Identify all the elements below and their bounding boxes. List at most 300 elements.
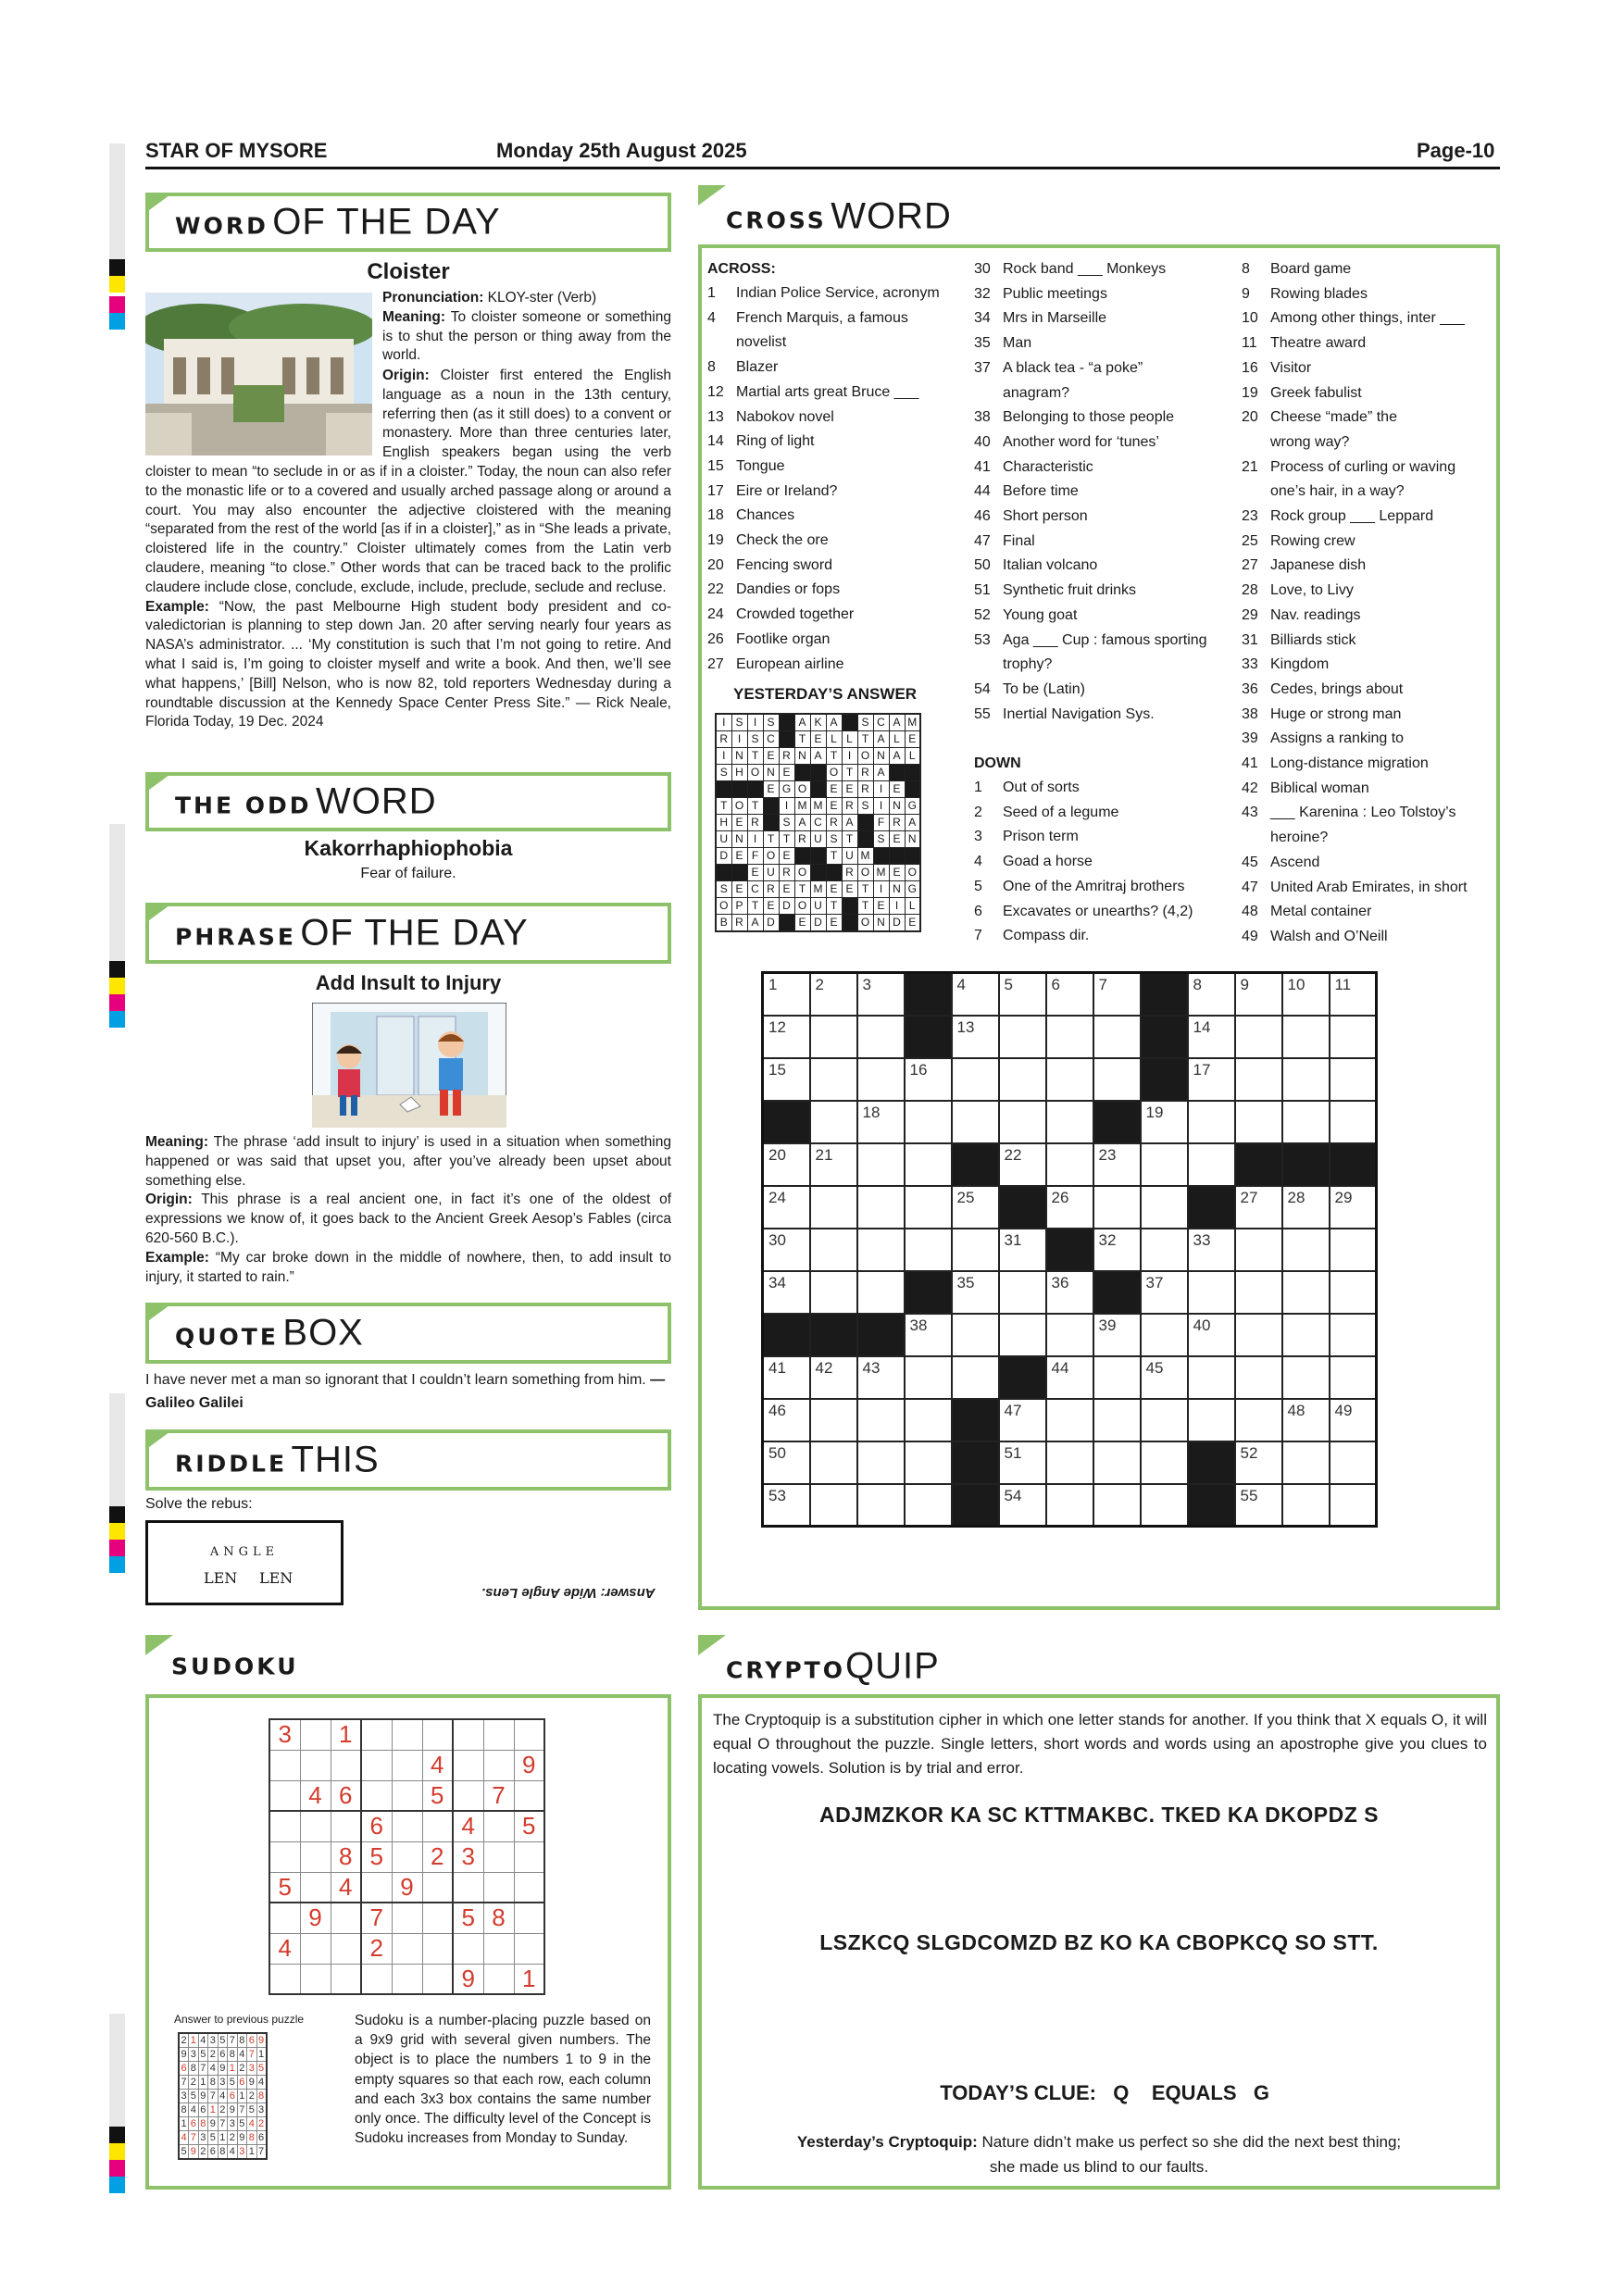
- crossword-cell[interactable]: [952, 1271, 999, 1314]
- sudoku-cell[interactable]: [483, 1872, 514, 1903]
- crossword-cell[interactable]: [857, 1484, 905, 1527]
- sudoku-cell[interactable]: [483, 1964, 514, 1994]
- crossword-cell[interactable]: [905, 1356, 952, 1399]
- clue-text: Tongue: [736, 457, 785, 474]
- crossword-cell[interactable]: [905, 1441, 952, 1484]
- crossword-cell[interactable]: [952, 1356, 999, 1399]
- sudoku-cell[interactable]: [483, 1811, 514, 1841]
- answer-cell: E: [889, 781, 905, 798]
- header-paper-name: STAR OF MYSORE: [145, 139, 328, 162]
- sudoku-answer-cell: 6: [237, 2076, 247, 2090]
- crossword-cell[interactable]: [857, 1271, 905, 1314]
- sudoku-cell[interactable]: [361, 1872, 392, 1903]
- answer-cell: N: [889, 881, 905, 898]
- black-square: [810, 1314, 857, 1356]
- clue-number: 19: [1242, 384, 1258, 401]
- crossword-cell[interactable]: [857, 1186, 905, 1229]
- crossword-cell[interactable]: [857, 1441, 905, 1484]
- crossword-cell[interactable]: [857, 1229, 905, 1271]
- answer-cell: E: [731, 848, 747, 865]
- sudoku-cell[interactable]: [300, 1964, 331, 1994]
- crossword-cell[interactable]: [1093, 1186, 1141, 1229]
- crossword-cell[interactable]: [1330, 973, 1377, 1016]
- black-square: [952, 1143, 999, 1186]
- clue-number: 14: [707, 433, 724, 450]
- crossword-cell[interactable]: [1141, 1186, 1188, 1229]
- crossword-cell[interactable]: [1093, 1229, 1141, 1271]
- sudoku-cell[interactable]: [483, 1750, 514, 1780]
- clue-text: Japanese dish: [1270, 557, 1367, 574]
- crossword-cell[interactable]: [1046, 1143, 1093, 1186]
- crossword-cell[interactable]: [810, 1229, 857, 1271]
- crossword-cell[interactable]: [1188, 1143, 1235, 1186]
- crossword-cell[interactable]: [1093, 1016, 1141, 1058]
- answer-cell: T: [857, 881, 873, 898]
- crossword-cell[interactable]: [1141, 1356, 1188, 1399]
- crossword-cell[interactable]: [810, 1058, 857, 1101]
- crossword-cell[interactable]: [905, 1143, 952, 1186]
- answer-cell: C: [747, 881, 763, 898]
- crossword-cell[interactable]: [952, 1229, 999, 1271]
- sudoku-cell[interactable]: [300, 1719, 331, 1750]
- answer-cell: E: [763, 748, 779, 765]
- crossword-cell[interactable]: [1141, 1484, 1188, 1527]
- clue-text: Prison term: [1003, 829, 1079, 845]
- clue-row: [1242, 282, 1496, 307]
- sudoku-cell: 6: [361, 1811, 392, 1841]
- answer-cell: A: [810, 748, 826, 765]
- sudoku-cell[interactable]: [331, 1750, 361, 1780]
- sudoku-cell[interactable]: [392, 1811, 422, 1841]
- crossword-cell[interactable]: [999, 1101, 1046, 1143]
- crossword-cell[interactable]: [1141, 1143, 1188, 1186]
- sudoku-answer-cell: 9: [237, 2131, 247, 2145]
- sudoku-cell[interactable]: [300, 1750, 331, 1780]
- crossword-cell[interactable]: [1330, 1058, 1377, 1101]
- crossword-cell[interactable]: [763, 973, 810, 1016]
- clue-row: [974, 900, 1229, 925]
- clue-row: [707, 653, 967, 678]
- crossword-cell[interactable]: [1235, 973, 1282, 1016]
- sudoku-cell[interactable]: [514, 1719, 544, 1750]
- crossword-cell[interactable]: [857, 1101, 905, 1143]
- clue-row: [1242, 925, 1496, 950]
- crossword-cell[interactable]: [1235, 1016, 1282, 1058]
- crossword-cell[interactable]: [1282, 1058, 1330, 1101]
- crossword-cell[interactable]: [999, 1484, 1046, 1527]
- cell-number: 31: [1004, 1230, 1022, 1249]
- crossword-cell[interactable]: [905, 1399, 952, 1441]
- sudoku-cell[interactable]: [453, 1872, 483, 1903]
- clue-text: Blazer: [736, 359, 779, 376]
- sudoku-answer-cell: 9: [256, 2033, 267, 2048]
- crossword-cell[interactable]: [1093, 1143, 1141, 1186]
- sudoku-answer-cell: 4: [179, 2131, 189, 2145]
- crossword-cell[interactable]: [999, 1314, 1046, 1356]
- crossword-cell[interactable]: [763, 1143, 810, 1186]
- sudoku-cell[interactable]: [269, 1964, 300, 1994]
- crossword-cell[interactable]: [1235, 1314, 1282, 1356]
- crossword-cell[interactable]: [810, 973, 857, 1016]
- crossword-cell[interactable]: [905, 1101, 952, 1143]
- answer-cell: N: [873, 748, 889, 765]
- clue-text: United Arab Emirates, in short: [1270, 879, 1468, 895]
- crossword-cell[interactable]: [810, 1441, 857, 1484]
- crossword-cell[interactable]: [857, 1058, 905, 1101]
- sudoku-cell[interactable]: [392, 1780, 422, 1811]
- header-page-number: Page-10: [1417, 139, 1495, 162]
- crossword-cell[interactable]: [1330, 1016, 1377, 1058]
- sudoku-cell[interactable]: [331, 1964, 361, 1994]
- clue-text: trophy?: [1003, 656, 1053, 673]
- clue-number: 3: [974, 829, 982, 845]
- crossword-cell[interactable]: [1235, 1441, 1282, 1484]
- answer-black-square: [716, 781, 731, 798]
- crossword-cell[interactable]: [1235, 1229, 1282, 1271]
- sudoku-cell[interactable]: [331, 1933, 361, 1964]
- sudoku-cell[interactable]: [483, 1719, 514, 1750]
- answer-cell: E: [731, 815, 747, 831]
- crossword-cell[interactable]: [905, 1058, 952, 1101]
- answer-cell: R: [747, 815, 763, 831]
- riddle-prompt: Solve the rebus:: [145, 1496, 253, 1512]
- sudoku-cell[interactable]: [422, 1811, 453, 1841]
- clue-number: 28: [1242, 582, 1258, 599]
- crossword-cell[interactable]: [857, 1016, 905, 1058]
- answer-cell: M: [810, 881, 826, 898]
- sudoku-cell[interactable]: [269, 1780, 300, 1811]
- sudoku-cell[interactable]: [300, 1841, 331, 1872]
- crossword-cell[interactable]: [952, 1058, 999, 1101]
- answer-cell: U: [810, 831, 826, 848]
- sudoku-cell: 5: [361, 1841, 392, 1872]
- sudoku-answer-cell: 7: [179, 2076, 189, 2090]
- cryptoquip-clue: [698, 2057, 1500, 2105]
- crossword-cell[interactable]: [1282, 1186, 1330, 1229]
- crossword-cell[interactable]: [1330, 1399, 1377, 1441]
- answer-cell: O: [794, 898, 810, 915]
- clue-number: 2: [974, 804, 982, 820]
- cell-number: 26: [1051, 1188, 1069, 1206]
- crossword-cell[interactable]: [763, 1484, 810, 1527]
- quote-title-bar: [145, 1303, 671, 1364]
- crossword-cell[interactable]: [1188, 1399, 1235, 1441]
- crossword-cell[interactable]: [999, 1441, 1046, 1484]
- answer-cell: C: [810, 815, 826, 831]
- crossword-cell[interactable]: [1188, 1101, 1235, 1143]
- crossword-cell[interactable]: [1282, 1356, 1330, 1399]
- crossword-cell[interactable]: [1093, 1356, 1141, 1399]
- clue-text: Fencing sword: [736, 556, 833, 573]
- crossword-cell[interactable]: [1282, 1101, 1330, 1143]
- sudoku-cell: 2: [422, 1841, 453, 1872]
- crossword-cell[interactable]: [1282, 1441, 1330, 1484]
- title-corner-triangle: [145, 1429, 173, 1450]
- crossword-cell[interactable]: [763, 1229, 810, 1271]
- sudoku-cell[interactable]: [392, 1750, 422, 1780]
- crossword-cell[interactable]: [999, 973, 1046, 1016]
- crossword-cell[interactable]: [1235, 1399, 1282, 1441]
- crossword-cell[interactable]: [1141, 1101, 1188, 1143]
- crossword-cell[interactable]: [1282, 973, 1330, 1016]
- crossword-cell[interactable]: [1235, 1058, 1282, 1101]
- crossword-cell[interactable]: [952, 1016, 999, 1058]
- crossword-cell[interactable]: [999, 1271, 1046, 1314]
- crossword-cell[interactable]: [1141, 1271, 1188, 1314]
- sudoku-cell[interactable]: [392, 1933, 422, 1964]
- sudoku-cell[interactable]: [422, 1933, 453, 1964]
- sudoku-cell[interactable]: [392, 1719, 422, 1750]
- crossword-cell[interactable]: [763, 1186, 810, 1229]
- crossword-cell[interactable]: [1330, 1101, 1377, 1143]
- sudoku-answer-cell: 6: [208, 2145, 219, 2160]
- crossword-cell[interactable]: [810, 1271, 857, 1314]
- crossword-cell[interactable]: [1141, 1314, 1188, 1356]
- cell-number: 45: [1145, 1358, 1164, 1377]
- crossword-cell[interactable]: [1282, 1314, 1330, 1356]
- crossword-cell[interactable]: [1235, 1101, 1282, 1143]
- crossword-cell[interactable]: [1046, 1186, 1093, 1229]
- crossword-cell[interactable]: [905, 1484, 952, 1527]
- clue-row: [707, 554, 967, 579]
- clue-number: 44: [974, 483, 991, 500]
- crossword-cell[interactable]: [952, 1314, 999, 1356]
- crossword-cell[interactable]: [810, 1356, 857, 1399]
- sudoku-cell[interactable]: [361, 1964, 392, 1994]
- crossword-cell[interactable]: [1046, 1399, 1093, 1441]
- clue-number: 49: [1242, 928, 1258, 944]
- cell-number: 51: [1004, 1443, 1022, 1462]
- sudoku-answer-cell: 6: [256, 2131, 267, 2145]
- crossword-cell[interactable]: [810, 1484, 857, 1527]
- crossword-cell[interactable]: [1282, 1484, 1330, 1527]
- crossword-cell[interactable]: [999, 1229, 1046, 1271]
- sudoku-answer-cell: 4: [237, 2048, 247, 2062]
- crossword-cell[interactable]: [1188, 1356, 1235, 1399]
- answer-cell: S: [747, 731, 763, 748]
- sudoku-cell[interactable]: [422, 1964, 453, 1994]
- crossword-cell[interactable]: [1330, 1186, 1377, 1229]
- crossword-cell[interactable]: [1188, 1271, 1235, 1314]
- crossword-cell[interactable]: [763, 1399, 810, 1441]
- crossword-cell[interactable]: [999, 1143, 1046, 1186]
- clue-number: 12: [707, 383, 724, 400]
- crossword-cell[interactable]: [1141, 1441, 1188, 1484]
- crossword-cell[interactable]: [1235, 1356, 1282, 1399]
- sudoku-cell[interactable]: [331, 1811, 361, 1841]
- sudoku-cell: 4: [269, 1933, 300, 1964]
- crossword-cell[interactable]: [1093, 1058, 1141, 1101]
- sudoku-cell[interactable]: [453, 1780, 483, 1811]
- crossword-cell[interactable]: [857, 1399, 905, 1441]
- sudoku-cell[interactable]: [514, 1933, 544, 1964]
- crossword-cell[interactable]: [810, 1016, 857, 1058]
- sudoku-grid[interactable]: [269, 1718, 545, 1995]
- crossword-cell[interactable]: [1093, 1441, 1141, 1484]
- sudoku-answer-cell: 3: [198, 2131, 208, 2145]
- sudoku-cell[interactable]: [514, 1872, 544, 1903]
- crossword-cell[interactable]: [1188, 1314, 1235, 1356]
- crossword-cell[interactable]: [1188, 973, 1235, 1016]
- answer-cell: E: [826, 781, 842, 798]
- sudoku-cell[interactable]: [483, 1933, 514, 1964]
- crossword-cell[interactable]: [763, 1058, 810, 1101]
- sudoku-cell[interactable]: [300, 1811, 331, 1841]
- crossword-cell[interactable]: [905, 1186, 952, 1229]
- sudoku-cell[interactable]: [392, 1841, 422, 1872]
- sudoku-cell[interactable]: [453, 1933, 483, 1964]
- sudoku-cell[interactable]: [300, 1933, 331, 1964]
- answer-black-square: [873, 848, 889, 865]
- sudoku-cell[interactable]: [300, 1872, 331, 1903]
- crossword-cell[interactable]: [1330, 1229, 1377, 1271]
- crossword-cell[interactable]: [1046, 1356, 1093, 1399]
- crossword-cell[interactable]: [857, 1143, 905, 1186]
- crossword-cell[interactable]: [1235, 1484, 1282, 1527]
- crossword-cell[interactable]: [1141, 1229, 1188, 1271]
- sudoku-cell[interactable]: [361, 1750, 392, 1780]
- clue-row: [974, 381, 1229, 406]
- cell-number: 24: [768, 1188, 786, 1206]
- clue-number: 10: [1242, 310, 1258, 327]
- sudoku-cell[interactable]: [361, 1780, 392, 1811]
- clue-number: 45: [1242, 854, 1258, 870]
- crossword-cell[interactable]: [810, 1186, 857, 1229]
- sudoku-cell[interactable]: [483, 1841, 514, 1872]
- clue-number: 43: [1242, 805, 1258, 821]
- crossword-cell[interactable]: [905, 1314, 952, 1356]
- crossword-cell[interactable]: [952, 973, 999, 1016]
- crossword-cell[interactable]: [1330, 1441, 1377, 1484]
- sudoku-cell[interactable]: [453, 1750, 483, 1780]
- sudoku-cell[interactable]: [361, 1719, 392, 1750]
- sudoku-cell[interactable]: [514, 1841, 544, 1872]
- crossword-grid[interactable]: [761, 971, 1378, 1528]
- answer-cell: T: [826, 848, 842, 865]
- crossword-cell[interactable]: [857, 973, 905, 1016]
- crossword-cell[interactable]: [857, 1356, 905, 1399]
- sudoku-cell[interactable]: [514, 1903, 544, 1933]
- sudoku-answer-cell: 5: [247, 2103, 257, 2117]
- clue-row: [707, 430, 967, 455]
- answer-cell: S: [716, 881, 731, 898]
- crossword-cell[interactable]: [1330, 1271, 1377, 1314]
- crossword-cell[interactable]: [952, 1186, 999, 1229]
- crossword-cell[interactable]: [1093, 1399, 1141, 1441]
- crossword-cell[interactable]: [1046, 1058, 1093, 1101]
- sudoku-cell[interactable]: [269, 1841, 300, 1872]
- answer-cell: T: [826, 748, 842, 765]
- sudoku-cell: 1: [514, 1964, 544, 1994]
- cell-number: 28: [1287, 1188, 1305, 1206]
- answer-cell: U: [810, 898, 826, 915]
- sudoku-cell[interactable]: [422, 1719, 453, 1750]
- crossword-cell[interactable]: [1188, 1016, 1235, 1058]
- riddle-title: RIDDLE THIS: [175, 1439, 380, 1480]
- sudoku-cell[interactable]: [514, 1780, 544, 1811]
- crossword-cell[interactable]: [1188, 1058, 1235, 1101]
- crossword-cell[interactable]: [1046, 1441, 1093, 1484]
- crossword-cell[interactable]: [999, 1058, 1046, 1101]
- crossword-cell[interactable]: [1282, 1399, 1330, 1441]
- clue-number: 26: [707, 630, 724, 647]
- sudoku-answer-cell: 9: [218, 2062, 228, 2076]
- answer-cell: D: [810, 915, 826, 932]
- sudoku-cell[interactable]: [269, 1811, 300, 1841]
- clue-text: Process of curling or waving: [1270, 458, 1456, 475]
- crossword-cell[interactable]: [1093, 1484, 1141, 1527]
- cell-number: 17: [1193, 1060, 1211, 1079]
- crossword-cell[interactable]: [1330, 1356, 1377, 1399]
- crossword-cell[interactable]: [1235, 1271, 1282, 1314]
- quote-author: —Galileo Galilei: [145, 1372, 666, 1411]
- crossword-cell[interactable]: [1093, 973, 1141, 1016]
- crossword-cell[interactable]: [999, 1399, 1046, 1441]
- crossword-cell[interactable]: [1282, 1271, 1330, 1314]
- crossword-cell[interactable]: [1141, 1399, 1188, 1441]
- crossword-cell[interactable]: [1046, 1484, 1093, 1527]
- crossword-cell[interactable]: [1046, 1314, 1093, 1356]
- sudoku-cell[interactable]: [422, 1872, 453, 1903]
- clue-text: Seed of a legume: [1003, 804, 1119, 820]
- sudoku-cell[interactable]: [453, 1719, 483, 1750]
- crossword-cell[interactable]: [1046, 1016, 1093, 1058]
- sudoku-answer-cell: 3: [256, 2103, 267, 2117]
- clue-text: A black tea - “a poke”: [1003, 359, 1143, 376]
- crossword-cell[interactable]: [1188, 1229, 1235, 1271]
- clue-row: [1242, 653, 1496, 678]
- crossword-cell[interactable]: [1046, 973, 1093, 1016]
- clue-text: ___ Karenina : Leo Tolstoy’s: [1270, 805, 1456, 821]
- answer-cell: L: [889, 731, 905, 748]
- crossword-cell[interactable]: [810, 1399, 857, 1441]
- crossword-cell[interactable]: [1282, 1016, 1330, 1058]
- crossword-cell[interactable]: [810, 1143, 857, 1186]
- sudoku-cell[interactable]: [422, 1903, 453, 1933]
- crossword-cell[interactable]: [763, 1271, 810, 1314]
- crossword-cell[interactable]: [1235, 1186, 1282, 1229]
- crossword-cell[interactable]: [999, 1016, 1046, 1058]
- clue-row: [707, 529, 967, 554]
- sudoku-cell[interactable]: [269, 1903, 300, 1933]
- cell-number: 9: [1240, 976, 1249, 993]
- answer-cell: N: [873, 915, 889, 932]
- crossword-cell[interactable]: [1330, 1484, 1377, 1527]
- answer-cell: O: [905, 865, 920, 881]
- answer-cell: E: [889, 865, 905, 881]
- crossword-cell[interactable]: [763, 1016, 810, 1058]
- crossword-cell[interactable]: [1330, 1314, 1377, 1356]
- crossword-cell[interactable]: [905, 1229, 952, 1271]
- sudoku-cell: 9: [300, 1903, 331, 1933]
- crossword-cell[interactable]: [952, 1101, 999, 1143]
- crossword-cell[interactable]: [810, 1101, 857, 1143]
- cell-number: 52: [1240, 1443, 1258, 1462]
- crossword-cell[interactable]: [763, 1441, 810, 1484]
- clue-text: Chances: [736, 507, 795, 524]
- sudoku-cell[interactable]: [392, 1903, 422, 1933]
- sudoku-cell[interactable]: [331, 1903, 361, 1933]
- sudoku-cell[interactable]: [269, 1750, 300, 1780]
- cell-number: 40: [1193, 1316, 1211, 1334]
- crossword-cell[interactable]: [1046, 1101, 1093, 1143]
- crossword-cell[interactable]: [763, 1356, 810, 1399]
- crossword-cell[interactable]: [1282, 1229, 1330, 1271]
- clue-row: [974, 629, 1229, 654]
- crossword-cell[interactable]: [1046, 1271, 1093, 1314]
- sudoku-cell[interactable]: [392, 1964, 422, 1994]
- crossword-cell[interactable]: [1093, 1314, 1141, 1356]
